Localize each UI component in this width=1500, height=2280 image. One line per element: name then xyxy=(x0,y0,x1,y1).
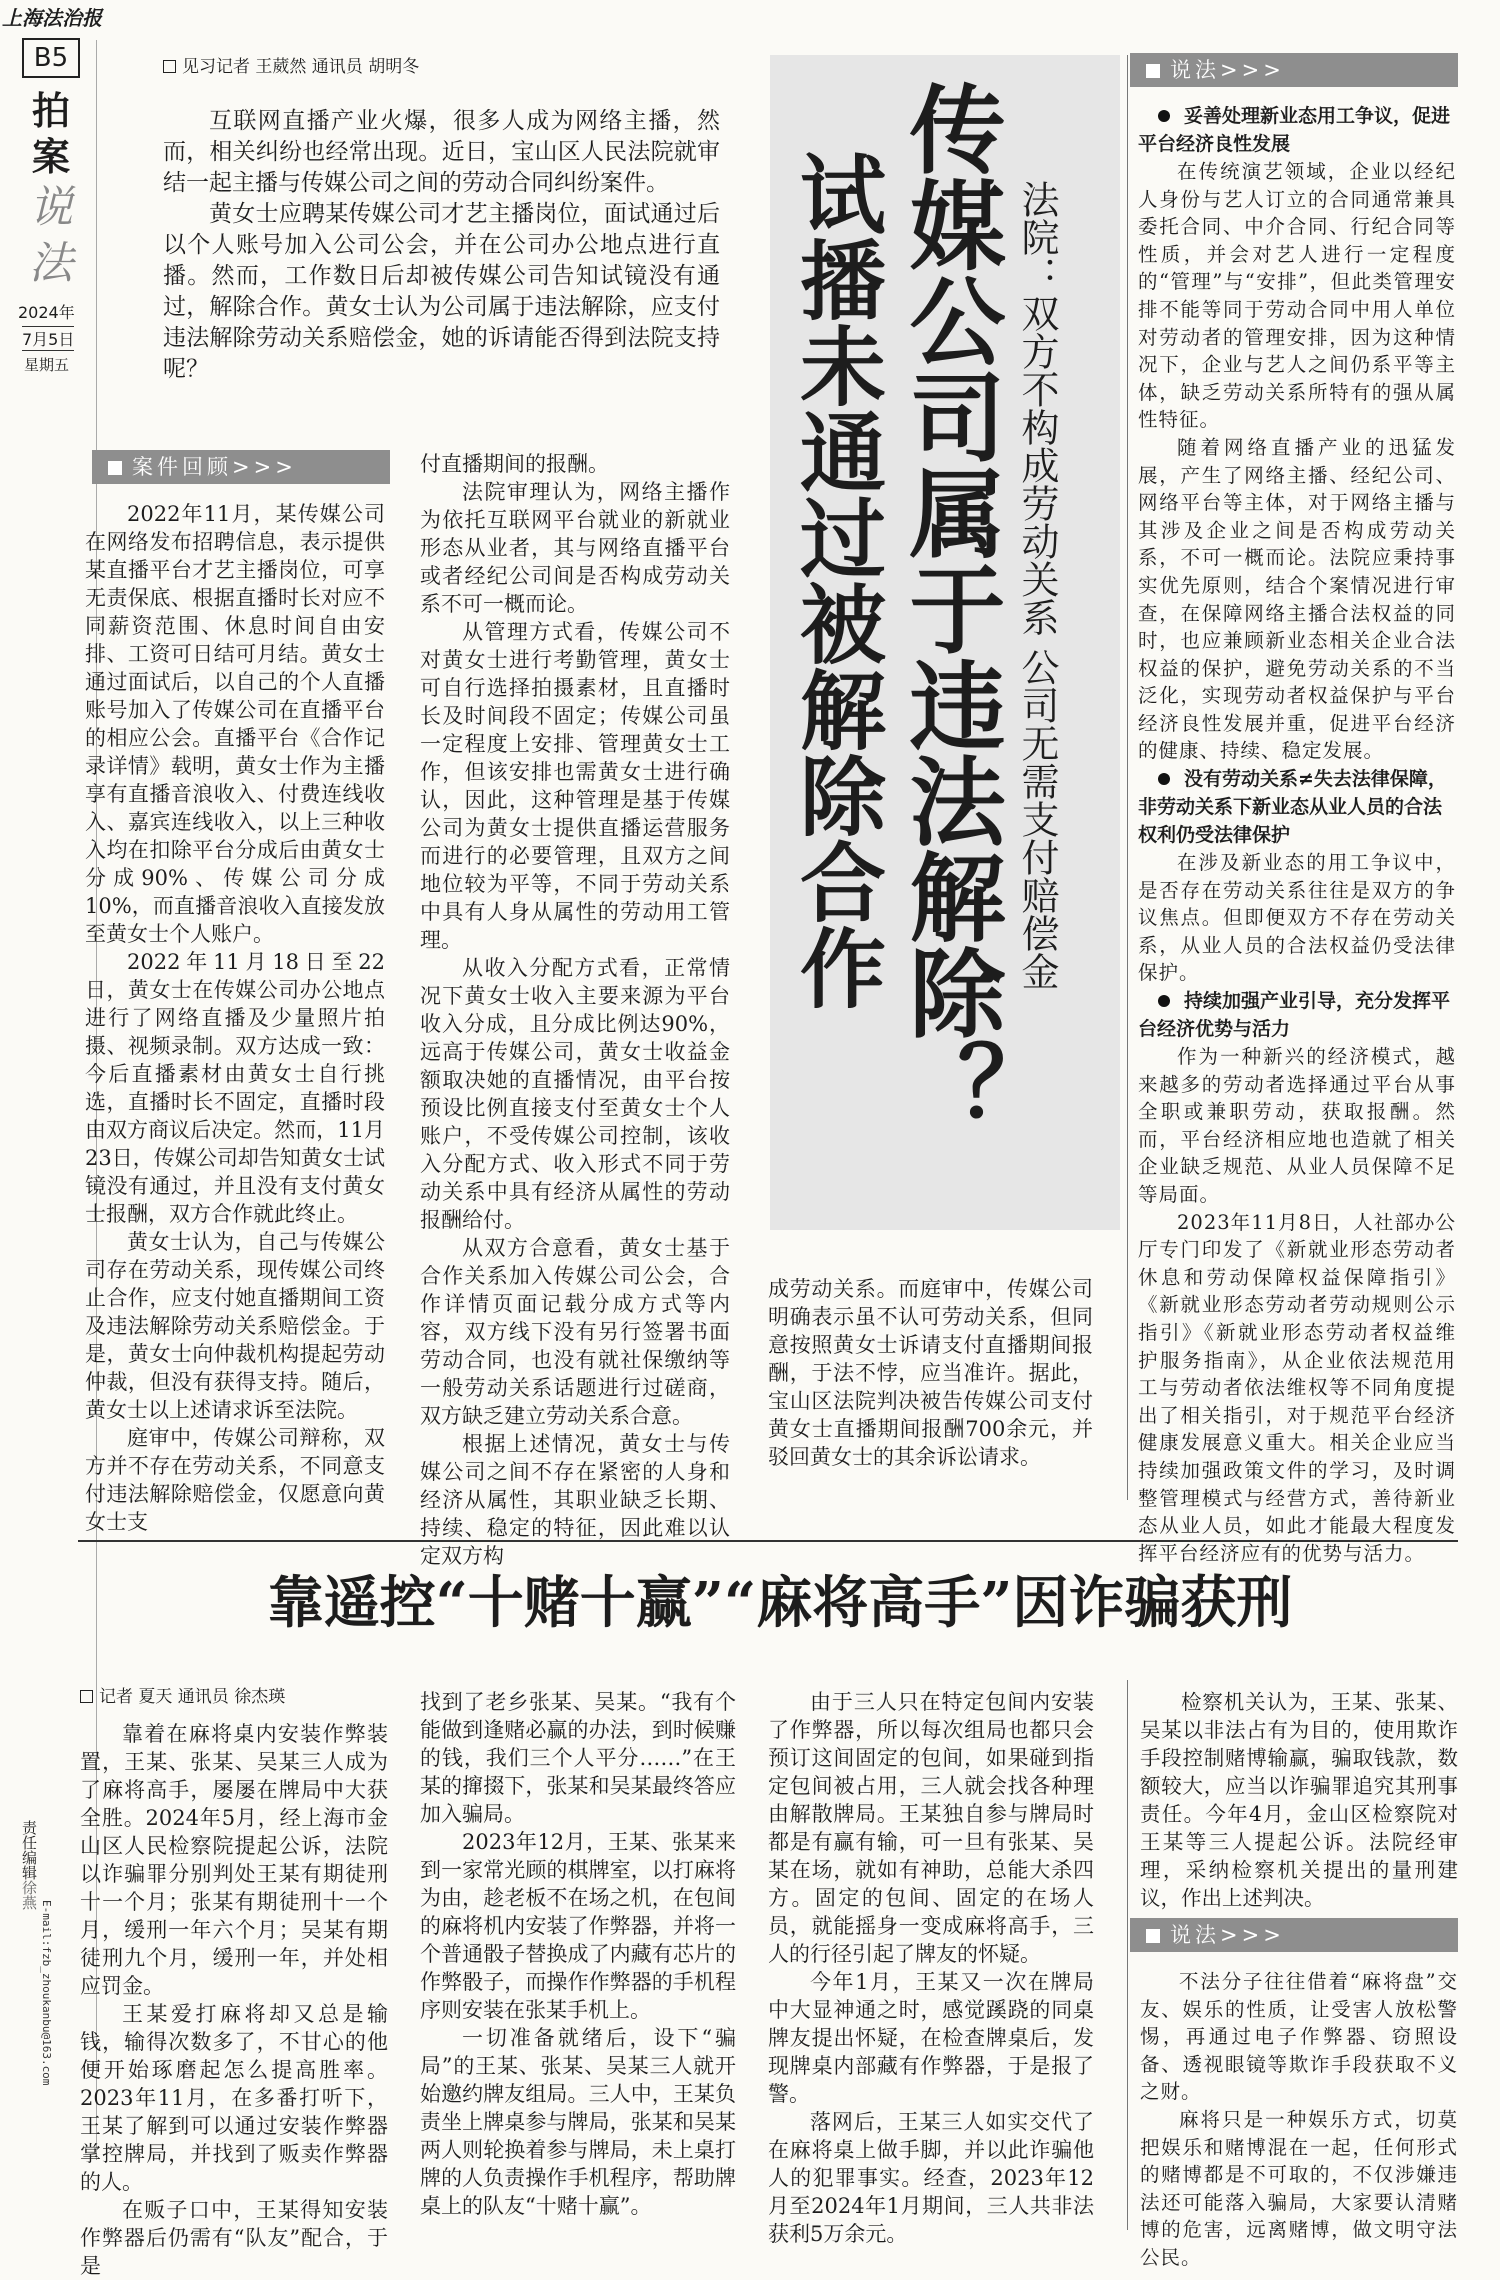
column-char: 说 xyxy=(29,182,73,233)
square-icon xyxy=(108,461,122,475)
lead-paragraph: 互联网直播产业火爆，很多人成为网络主播，然而，相关纠纷也经常出现。近日，宝山区人民法院就审结一起主播与传媒公司之间的劳动合同纠纷案件。 xyxy=(163,108,720,196)
article2-col3 xyxy=(768,1688,1094,2246)
editor-name: 徐燕 xyxy=(20,1880,38,1910)
column-char: 法 xyxy=(29,238,73,289)
issue-weekday: 星期五 xyxy=(24,356,70,374)
section-label-text: 说法>>> xyxy=(1170,1923,1285,1947)
headline-main: 传媒公司属于违法解除？ xyxy=(894,80,1007,1136)
commentary-paragraph: 不法分子往往借着“麻将盘”交友、娱乐的性质，让受害人放松警惕，再通过电子作弊器、窃照设备、透视眼镜等欺诈手段获取不义之财。 xyxy=(1140,1970,1458,2104)
commentary-heading xyxy=(1138,765,1456,849)
section-label-text: 说法>>> xyxy=(1170,58,1285,82)
headline-article2: 靠遥控“十赌十赢”“麻将高手”因诈骗获刑 xyxy=(267,1570,1293,1636)
byline-article2 xyxy=(80,1685,285,1709)
square-icon xyxy=(1146,64,1160,78)
commentary-paragraph: 在传统演艺领域，企业以经纪人身份与艺人订立的合同通常兼具委托合同、中介合同、行纪合同等性质，并会对艺人进行一定程度的“管理”与“安排”，但此类管理安排不能等同于劳动合同中用人单位对劳动者的管理安排，因为这种情况下，企业与艺人之间仍系平等主体，缺乏劳动关系所特有的强从属性特征。 xyxy=(1138,160,1456,432)
subtitle: 法院：双方不构成劳动关系 公司无需支付赔偿金 xyxy=(1015,180,1059,991)
section-label-commentary xyxy=(1130,53,1458,87)
body-paragraph: 由于三人只在特定包间内安装了作弊器，所以每次组局也都只会预订这间固定的包间，如果碰到指定包间被占用，三人就会找各种理由解散牌局。王某独自参与牌局时都是有赢有输，可一旦有张某、吴某在场，就如有神助，总能大杀四方。固定的包间、固定的在场人员，就能摇身一变成麻将高手，三人的行径引起了牌友的怀疑。 xyxy=(768,1690,1094,1966)
bullet-icon xyxy=(1158,773,1170,785)
commentary-paragraph: 2023年11月8日，人社部办公厅专门印发了《新就业形态劳动者休息和劳动保障权益保障指引》《新就业形态劳动者劳动规则公示指引》《新就业形态劳动者权益维护服务指南》，从企业依法规范用工与劳动者依法维权等不同角度提出了相关指引，对于规范平台经济健康发展意义重大。相关企业应当持续加强政策文件的学习，及时调整管理模式与经营方式，善待新业态从业人员，如此才能最大程度发挥平台经济应有的优势与活力。 xyxy=(1138,1210,1456,1565)
commentary-paragraph: 麻将只是一种娱乐方式，切莫把娱乐和赌博混在一起，任何形式的赌博都是不可取的，不仅涉嫌违法还可能落入骗局，大家要认清赌博的危害，远离赌博，做文明守法公民。 xyxy=(1140,2107,1458,2269)
paper-name: 上海法治报 xyxy=(2,6,102,30)
article2-col1 xyxy=(80,1720,388,2278)
body-paragraph: 一切准备就绪后，设下“骗局”的王某、张某、吴某三人就开始邀约牌友组局。三人中，王某负责坐上牌桌参与牌局，张某和吴某两人则轮换着参与牌局，未上桌打牌的人负责操作手机程序，帮助牌桌上的队友“十赌十赢”。 xyxy=(420,2026,736,2218)
headline-second: 试播未通过被解除合作 xyxy=(785,150,886,1010)
byline xyxy=(163,55,419,79)
editor-label xyxy=(18,1820,38,1910)
article1-col3 xyxy=(768,1275,1093,1505)
body-paragraph: 成劳动关系。而庭审中，传媒公司明确表示虽不认可劳动关系，但同意按照黄女士诉请支付直播期间报酬，于法不悖，应当准许。据此，宝山区法院判决被告传媒公司支付黄女士直播期间报酬700余元，并驳回黄女士的其余诉讼请求。 xyxy=(768,1277,1093,1469)
commentary1-body xyxy=(1138,102,1456,1565)
commentary-paragraph: 在涉及新业态的用工争议中，是否存在劳动关系往往是双方的争议焦点。但即便双方不存在劳动关系，从业人员的合法权益仍受法律保护。 xyxy=(1138,851,1456,985)
body-paragraph: 从管理方式看，传媒公司不对黄女士进行考勤管理，黄女士可自行选择拍摄素材，且直播时长及时间段不固定；传媒公司虽一定程度上安排、管理黄女士工作，但该安排也需黄女士进行确认，因此，这种管理是基于传媒公司为黄女士提供直播运营服务而进行的必要管理，且双方之间地位较为平等，不同于劳动关系中具有人身从属性的劳动用工管理。 xyxy=(420,620,730,952)
section-label-text: 案件回顾>>> xyxy=(132,455,297,479)
section-label-case-review xyxy=(92,450,390,484)
body-paragraph: 法院审理认为，网络主播作为依托互联网平台就业的新就业形态从业者，其与网络直播平台或者经纪公司间是否构成劳动关系不可一概而论。 xyxy=(420,480,730,616)
body-paragraph: 黄女士认为，自己与传媒公司存在劳动关系，现传媒公司终止合作，应支付她直播期间工资及违法解除劳动关系赔偿金。于是，黄女士向仲裁机构提起劳动仲裁，但没有获得支持。随后，黄女士以上述请求诉至法院。 xyxy=(85,1230,385,1422)
heading-text: 妥善处理新业态用工争议，促进平台经济良性发展 xyxy=(1138,105,1451,155)
article1-col2 xyxy=(420,450,730,1568)
editor-label-text: 责任编辑 xyxy=(20,1820,38,1880)
body-paragraph: 靠着在麻将桌内安装作弊装置，王某、张某、吴某三人成为了麻将高手，屡屡在牌局中大获全胜。2024年5月，经上海市金山区人民检察院提起公诉，法院以诈骗罪分别判处王某有期徒刑十一个月；张某有期徒刑十一个月，缓刑一年六个月；吴某有期徒刑九个月，缓刑一年，并处相应罚金。 xyxy=(80,1722,388,1998)
box-icon xyxy=(80,1690,93,1703)
body-paragraph: 2023年12月，王某、张某来到一家常光顾的棋牌室，以打麻将为由，趁老板不在场之机，在包间的麻将机内安装了作弊器，并将一个普通骰子替换成了内藏有芯片的作弊骰子，而操作作弊器的手机程序则安装在张某手机上。 xyxy=(420,1830,736,2022)
commentary-heading xyxy=(1138,987,1456,1043)
issue-year: 2024年 xyxy=(18,303,75,322)
body-paragraph: 落网后，王某三人如实交代了在麻将桌上做手脚，并以此诈骗他人的犯罪事实。经查，2023年12月至2024年1月期间，三人共非法获利5万余元。 xyxy=(768,2110,1094,2246)
column-char: 案 xyxy=(31,135,70,179)
lead-paragraphs xyxy=(163,106,720,385)
commentary-heading xyxy=(1138,102,1456,158)
article2-col4 xyxy=(1140,1688,1458,1910)
body-paragraph: 检察机关认为，王某、张某、吴某以非法占有为目的，使用欺诈手段控制赌博输赢，骗取钱款，数额较大，应当以诈骗罪追究其刑事责任。今年4月，金山区检察院对王某等三人提起公诉。法院经审理，采纳检察机关提出的量刑建议，作出上述判决。 xyxy=(1140,1690,1458,1910)
body-paragraph: 庭审中，传媒公司辩称，双方并不存在劳动关系，不同意支付违法解除赔偿金，仅愿意向黄女士支 xyxy=(85,1426,385,1534)
body-paragraph: 2022年11月，某传媒公司在网络发布招聘信息，表示提供某直播平台才艺主播岗位，可享无责保底、根据直播时长对应不同薪资范围、休息时间自由安排、工资可日结可月结。黄女士通过面试后，以自己的个人直播账号加入了传媒公司在直播平台的相应公会。直播平台《合作记录详情》载明，黄女士作为主播享有直播音浪收入、付费连线收入、嘉宾连线收入，以上三种收入均在扣除平台分成后由黄女士分成90%、传媒公司分成10%，而直播音浪收入直接发放至黄女士个人账户。 xyxy=(85,502,385,946)
article1-col1 xyxy=(85,500,385,1534)
column-char: 拍 xyxy=(31,89,70,133)
bullet-icon xyxy=(1158,110,1170,122)
article2-commentary xyxy=(1140,1968,1458,2269)
body-paragraph: 今年1月，王某又一次在牌局中大显神通之时，感觉蹊跷的同桌牌友提出怀疑，在检查牌桌后，发现牌桌内部藏有作弊器，于是报了警。 xyxy=(768,1970,1094,2106)
square-icon xyxy=(1146,1929,1160,1943)
issue-date: 7月5日 xyxy=(22,326,74,351)
byline-text: 记者 夏天 通讯员 徐杰瑛 xyxy=(99,1687,286,1707)
commentary-paragraph: 随着网络直播产业的迅猛发展，产生了网络主播、经纪公司、网络平台等主体，对于网络主播与其涉及企业之间是否构成劳动关系，不可一概而论。法院应秉持事实优先原则，结合个案情况进行审查，在保障网络主播合法权益的同时，也应兼顾新业态相关企业合法权益的保护，避免劳动关系的不当泛化，实现劳动者权益保护与平台经济良性发展并重，促进平台经济的健康、持续、稳定发展。 xyxy=(1138,435,1456,763)
body-paragraph: 付直播期间的报酬。 xyxy=(420,452,609,476)
box-icon xyxy=(163,60,176,73)
body-paragraph: 根据上述情况，黄女士与传媒公司之间不存在紧密的人身和经济从属性，其职业缺乏长期、持续、稳定的特征，因此难以认定双方构 xyxy=(420,1432,730,1568)
page-number: B5 xyxy=(22,38,80,78)
body-paragraph: 在贩子口中，王某得知安装作弊器后仍需有“队友”配合，于是 xyxy=(80,2198,388,2278)
section-label-commentary-2 xyxy=(1130,1918,1458,1952)
body-paragraph: 从双方合意看，黄女士基于合作关系加入传媒公司公会，合作详情页面记载分成方式等内容，双方线下没有另行签署书面劳动合同，也没有就社保缴纳等一般劳动关系话题进行过磋商，双方缺乏建立劳动关系合意。 xyxy=(420,1236,730,1428)
body-paragraph: 2022年11月18日至22日，黄女士在传媒公司办公地点进行了网络直播及少量照片拍摄、视频录制。双方达成一致：今后直播素材由黄女士自行挑选，直播时长不固定，直播时段由双方商议后决定。然而，11月23日，传媒公司却告知黄女士试镜没有通过，并且没有支付黄女士报酬，双方合作就此终止。 xyxy=(85,950,385,1226)
article2-col2 xyxy=(420,1688,736,2225)
editor-email: E-mail:fzb_zhoukanbu@163.com xyxy=(40,1900,53,2086)
body-paragraph: 从收入分配方式看，正常情况下黄女士收入主要来源为平台收入分成，且分成比例达90%，远高于传媒公司，黄女士收益金额取决她的直播情况，由平台按预设比例直接支付至黄女士个人账户，不受传媒公司控制，该收入分配方式、收入形式不同于劳动关系中具有经济从属性的劳动报酬给付。 xyxy=(420,956,730,1232)
body-paragraph: 找到了老乡张某、吴某。“我有个能做到逢赌必赢的办法，到时候赚的钱，我们三个人平分……”在王某的撺掇下，张某和吴某最终答应加入骗局。 xyxy=(420,1690,736,1826)
lead-paragraph: 黄女士应聘某传媒公司才艺主播岗位，面试通过后以个人账号加入公司公会，并在公司办公地点进行直播。然而，工作数日后却被传媒公司告知试镜没有通过，解除合作。黄女士认为公司属于违法解除，应支付违法解除劳动关系赔偿金，她的诉请能否得到法院支持呢？ xyxy=(163,201,720,382)
commentary-paragraph: 作为一种新兴的经济模式，越来越多的劳动者选择通过平台从事全职或兼职劳动，获取报酬。然而，平台经济相应地也造就了相关企业缺乏规范、从业人员保障不足等局面。 xyxy=(1138,1045,1456,1206)
body-paragraph: 王某爱打麻将却又总是输钱，输得次数多了，不甘心的他便开始琢磨起怎么提高胜率。2023年11月，在多番打听下，王某了解到可以通过安装作弊器掌控牌局，并找到了贩卖作弊器的人。 xyxy=(80,2002,388,2194)
bullet-icon xyxy=(1158,995,1170,1007)
byline-text: 见习记者 王葳然 通讯员 胡明冬 xyxy=(182,57,420,77)
heading-text: 没有劳动关系≠失去法律保障，非劳动关系下新业态从业人员的合法权利仍受法律保护 xyxy=(1138,768,1447,847)
heading-text: 持续加强产业引导，充分发挥平台经济优势与活力 xyxy=(1138,990,1451,1041)
column-name xyxy=(20,88,82,292)
